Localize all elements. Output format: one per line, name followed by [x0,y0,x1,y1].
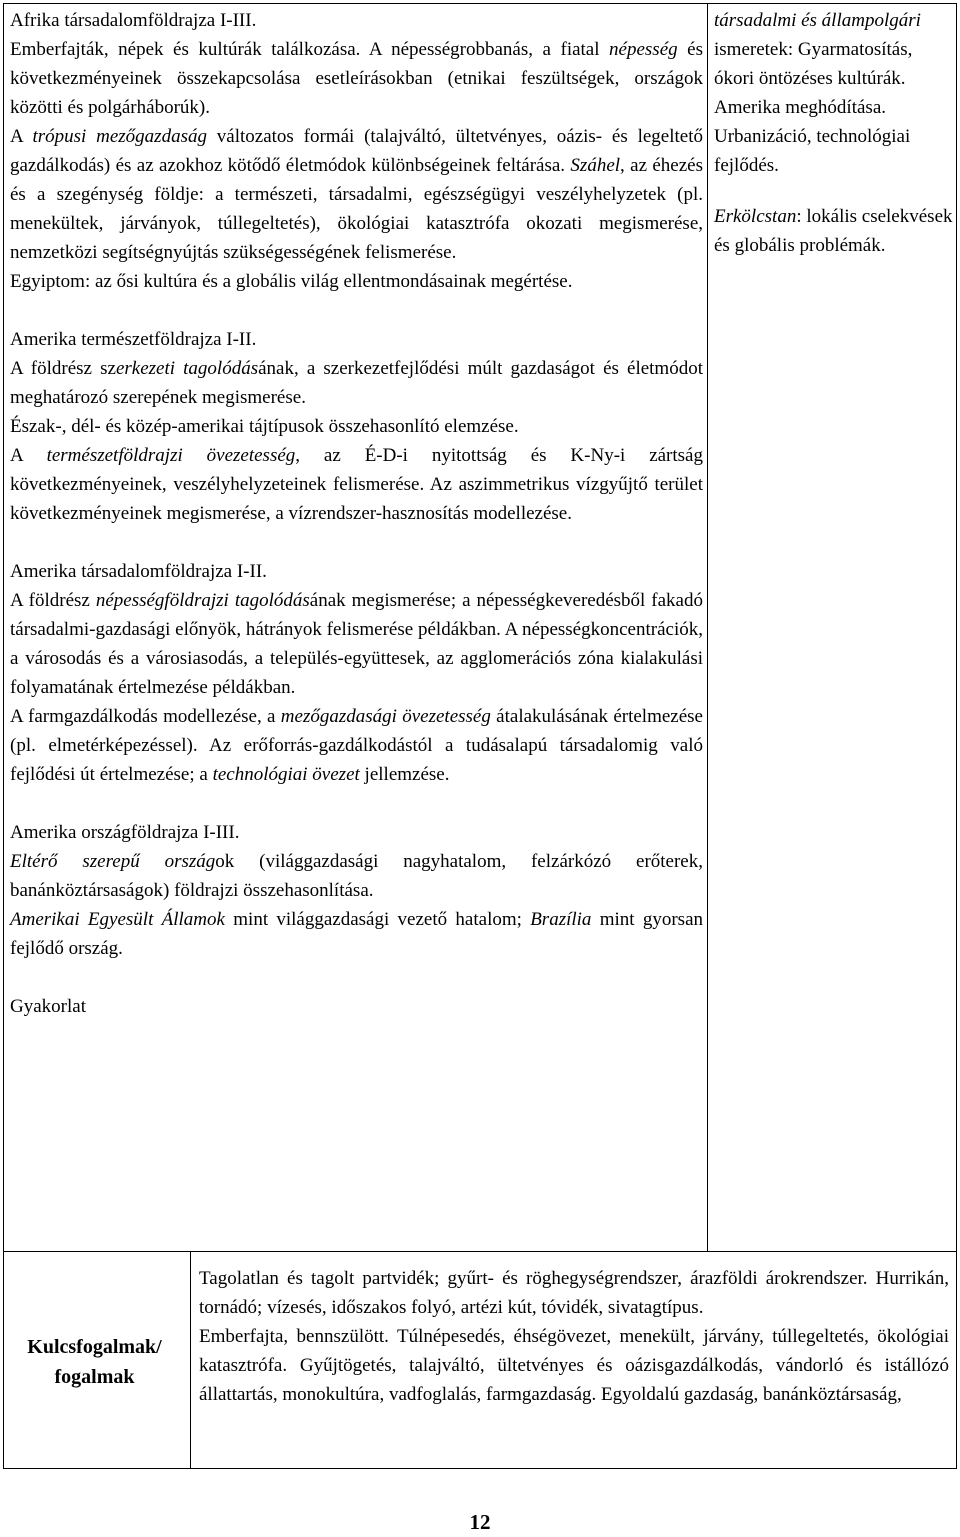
practice-label: Gyakorlat [10,996,86,1017]
text-run: : lokális cselekvések és globális problémák. [714,206,953,256]
africa-society-paragraph-1 [10,35,703,122]
italic-text-run: Erkölcstan [714,206,797,227]
america-society-heading: Amerika társadalomföldrajza I-II. [10,561,267,582]
side-column [714,6,954,260]
text-run: A földrész [10,590,96,611]
key-concepts-label-line-1: Kulcsfogalmak/ [27,1335,162,1358]
key-concepts-label [4,1255,185,1468]
text-run: és következményeinek összekapcsolása esetleírásokban (etnikai feszültségek, országok közötti és polgárháborúk). [10,39,703,118]
table-border-right [956,3,957,1469]
text-run: Emberfajták, népek és kultúrák találkozása. A népességrobbanás, a fiatal [10,39,610,60]
italic-text-run: Eltérő szerepű ország [10,851,216,872]
italic-text-run: természetföldrajzi övezetesség [46,445,296,466]
italic-text-run: Száhel [570,155,621,176]
africa-society-paragraph-3 [10,267,703,296]
main-column [10,6,703,1021]
italic-text-run: mezőgazdasági övezetesség [280,706,491,727]
africa-society-section [10,6,703,296]
text-run: átalakulásának értelmezése (pl. elmetérképezéssel). Az erőforrás-gazdálkodástól a tudásalapú társadalomig való fejlődési út értelmezése; a [10,706,703,785]
text-run: A [10,445,47,466]
text-run: A farmgazdálkodás modellezése, a [10,706,281,727]
text-run: ismeretek: Gyarmatosítás, ókori öntözéses kultúrák. Amerika meghódítása. Urbanizáció, technológiai fejlődés. [714,39,913,176]
america-physical-paragraph-1 [10,354,703,412]
text-run: mint világgazdasági vezető hatalom; [224,909,531,930]
text-run: , az É-D-i nyitottság és K-Ny-i zártság következményeinek, veszélyhelyzeteinek felismerése. Az aszimmetrikus vízgyűjtő terület következményeinek megismerése, a vízrendszer-hasznosítás modellezése. [10,445,703,524]
text-run: változatos formái (talajváltó, ültetvényes, oázis- és legeltető gazdálkodás) és az azokhoz kötődő életmódok különbségeinek feltárása. [10,126,703,176]
spacer [714,180,954,202]
text-run: ok (világgazdasági nagyhatalom, felzárkózó erőterek, banánköztársaságok) földrajzi összehasonlítása. [10,851,703,901]
africa-society-paragraph-2 [10,122,703,267]
italic-text-run: népességföldrajzi tagolódás [95,590,310,611]
side-paragraph-connections [714,6,954,180]
text-run: mint gyorsan fejlődő ország. [10,909,704,959]
spacer [10,963,703,992]
italic-text-run: trópusi mezőgazdaság [32,126,207,147]
italic-text-run: Amerikai Egyesült Államok [10,909,225,930]
column-divider [707,3,708,1251]
america-countries-section [10,818,703,963]
italic-text-run: társadalmi és állampolgári [714,10,921,31]
side-paragraph-ethics [714,202,954,260]
spacer [10,528,703,557]
america-countries-paragraph-1 [10,847,703,905]
key-concepts-label-line-2: fogalmak [54,1365,135,1388]
america-countries-heading: Amerika országföldrajza I-III. [10,822,240,843]
table-border-bottom [3,1468,957,1469]
america-physical-paragraph-3 [10,441,703,528]
text-run: , az éhezés és a szegénység földje: a természeti, társadalmi, egészségügyi veszélyhelyzetek (pl. menekültek, járványok, túllegeltetés), ökológiai katasztrófa okozati megismerése, nemzetközi segítségnyújtás szükségességének felismerése. [10,155,703,263]
key-concepts-content [199,1264,949,1409]
page-number: 12 [469,1510,491,1534]
table-border-left [3,3,4,1469]
key-concepts-paragraph-2: Emberfajta, bennszülött. Túlnépesedés, éhségövezet, menekült, járvány, túllegeltetés, ökológiai katasztrófa. Gyűjtögetés, talajváltó, ültetvényes és oázisgazdálkodás, vándorló és istállózó állattartás, monokultúra, vadfoglalás, farmgazdaság. Egyoldalú gazdaság, banánköztársaság, [199,1326,949,1405]
key-concepts-divider [190,1251,191,1469]
america-society-paragraph-2 [10,702,703,789]
america-physical-paragraph-2 [10,412,703,441]
italic-text-run: népesség [609,39,678,60]
text-run: ának megismerése; a népességkeveredésből fakadó társadalmi-gazdasági előnyök, hátrányok felismerése példákban. A népességkoncentrációk, a városodás és a városiasodás, a település-együttesek, az agglomerációs zóna kialakulási folyamatának értelmezése példákban. [10,590,703,698]
key-concepts-paragraph-1: Tagolatlan és tagolt partvidék; gyűrt- és röghegységrendszer, árazföldi árokrendszer. Hurrikán, tornádó; vízesés, időszakos folyó, artézi kút, tóvidék, sivatagtípus. [199,1268,949,1318]
america-countries-paragraph-2 [10,905,703,963]
text-run: jellemzése. [359,764,450,785]
america-physical-heading: Amerika természetföldrajza I-II. [10,329,257,350]
text-run: A földrész sz [10,358,116,379]
america-society-paragraph-1 [10,586,703,702]
africa-society-heading: Afrika társadalomföldrajza I-III. [10,10,257,31]
text-run: Észak-, dél- és közép-amerikai tájtípusok összehasonlító elemzése. [10,416,519,437]
italic-text-run: erkezeti tagolódás [115,358,259,379]
america-physical-section [10,325,703,528]
row-divider-key-concepts [3,1251,957,1252]
table-border-top [3,3,957,4]
spacer [10,789,703,818]
america-society-section [10,557,703,789]
italic-text-run: technológiai övezet [212,764,360,785]
text-run: A [10,126,33,147]
text-run: ának, a szerkezetfejlődési múlt gazdaságot és életmódot meghatározó szerepének megismerése. [10,358,703,408]
spacer [10,296,703,325]
text-run: Egyiptom: az ősi kultúra és a globális világ ellentmondásainak megértése. [10,271,573,292]
italic-text-run: Brazília [530,909,592,930]
